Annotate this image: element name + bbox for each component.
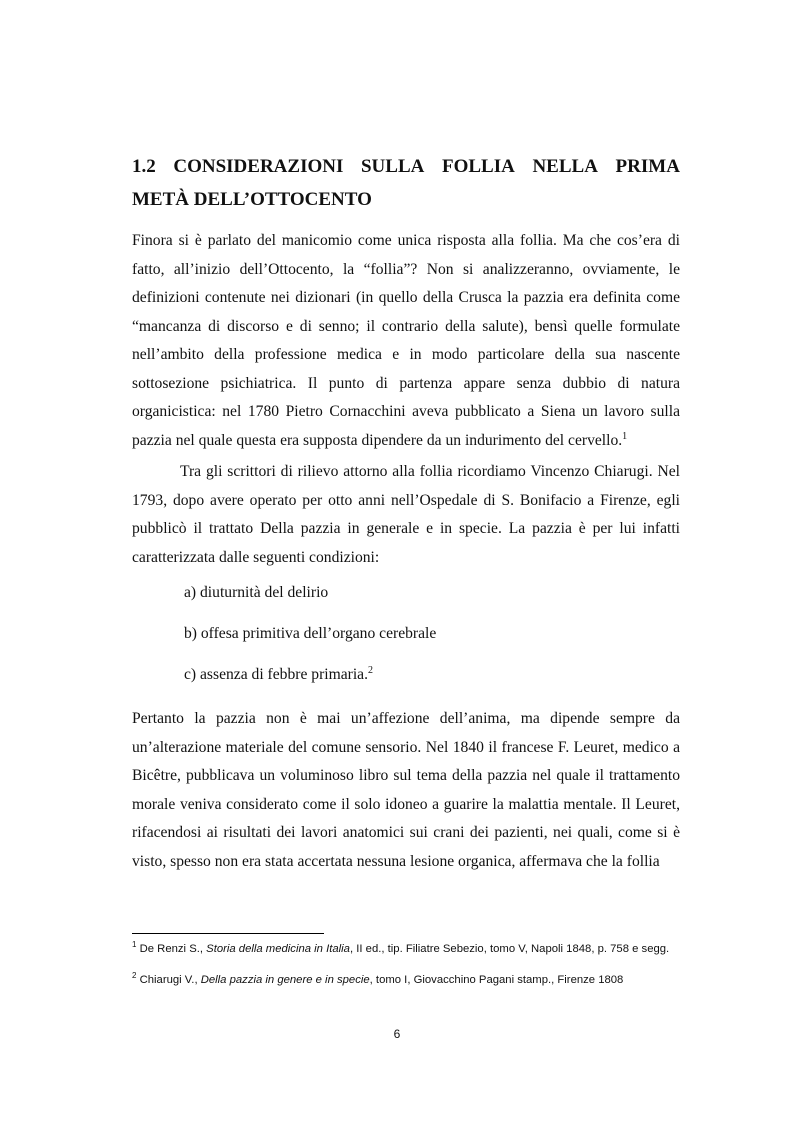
footnote-2-author: Chiarugi V., [139, 974, 201, 986]
footnote-2-number: 2 [132, 971, 137, 981]
paragraph-2: Tra gli scrittori di rilievo attorno alla follia ricordiamo Vincenzo Chiarugi. Nel 1793, dopo avere operato per otto anni nell’Ospedale di S. Bonifacio a Firenze, egli pubblicò il trattato Della pazzia in generale e in specie. La pazzia è per lui infatti caratterizzata dalle seguenti condizioni: [132, 463, 680, 566]
list-item-b: b) offesa primitiva dell’organo cerebrale [184, 625, 437, 642]
footnote-separator [132, 933, 324, 934]
section-number: 1.2 [132, 156, 156, 177]
heading-word: PRIMA [615, 156, 680, 177]
footnote-1-rest: , II ed., tip. Filiatre Sebezio, tomo V, Napoli 1848, p. 758 e segg. [349, 943, 670, 955]
paragraph-1 [132, 227, 680, 455]
footnote-1-author: De Renzi S., [139, 943, 207, 955]
footnote-1-number: 1 [132, 940, 137, 950]
page-number: 6 [393, 1027, 401, 1041]
footnote-2-title: Della pazzia in genere e in specie [200, 974, 370, 986]
footnote-1-title: Storia della medicina in Italia [206, 943, 350, 955]
paragraph-1-text: Finora si è parlato del manicomio come unica risposta alla follia. Ma che cos’era di fatto, all’inizio dell’Ottocento, la “follia”? Non si analizzeranno, ovviamente, le definizioni contenute nei dizionari (in quello della Crusca la pazzia era definita come “mancanza di discorso e di senno; il contrario della salute), bensì quelle formulate nell’ambito della professione medica e in modo particolare della sua nascente sottosezione psichiatrica. Il punto di partenza appare senza dubbio di natura organicistica: nel 1780 Pietro Cornacchini aveva pubblicato a Siena un lavoro sulla pazzia nel quale questa era supposta dipendere da un indurimento del cervello. [132, 232, 680, 449]
list-item-c [184, 666, 373, 684]
footnote-1 [132, 942, 680, 957]
section-heading-line-1 [132, 150, 680, 183]
heading-word: SULLA [360, 156, 425, 177]
heading-word: FOLLIA [441, 156, 515, 177]
paragraph-3: Pertanto la pazzia non è mai un’affezione dell’anima, ma dipende sempre da un’alterazione materiale del comune sensorio. Nel 1840 il francese F. Leuret, medico a Bicêtre, pubblicava un voluminoso libro sul tema della pazzia nel quale il trattamento morale veniva considerato come il solo idoneo a guarire la malattia mentale. Il Leuret, rifacendosi ai risultati dei lavori anatomici sui crani dei pazienti, nei quali, come si è visto, spesso non era stata accertata nessuna lesione organica, affermava che la follia [132, 710, 680, 870]
footnote-ref-2[interactable]: 2 [368, 664, 373, 676]
heading-word: CONSIDERAZIONI [173, 156, 344, 177]
footnote-ref-1[interactable]: 1 [622, 430, 628, 442]
footnote-2 [132, 973, 680, 988]
section-heading-line-2: METÀ DELL’OTTOCENTO [132, 189, 372, 210]
list-item-c-text: c) assenza di febbre primaria. [184, 666, 368, 683]
footnote-2-rest: , tomo I, Giovacchino Pagani stamp., Firenze 1808 [369, 974, 624, 986]
section-heading [132, 150, 680, 216]
heading-word: NELLA [532, 156, 598, 177]
list-item-a: a) diuturnità del delirio [184, 584, 329, 601]
